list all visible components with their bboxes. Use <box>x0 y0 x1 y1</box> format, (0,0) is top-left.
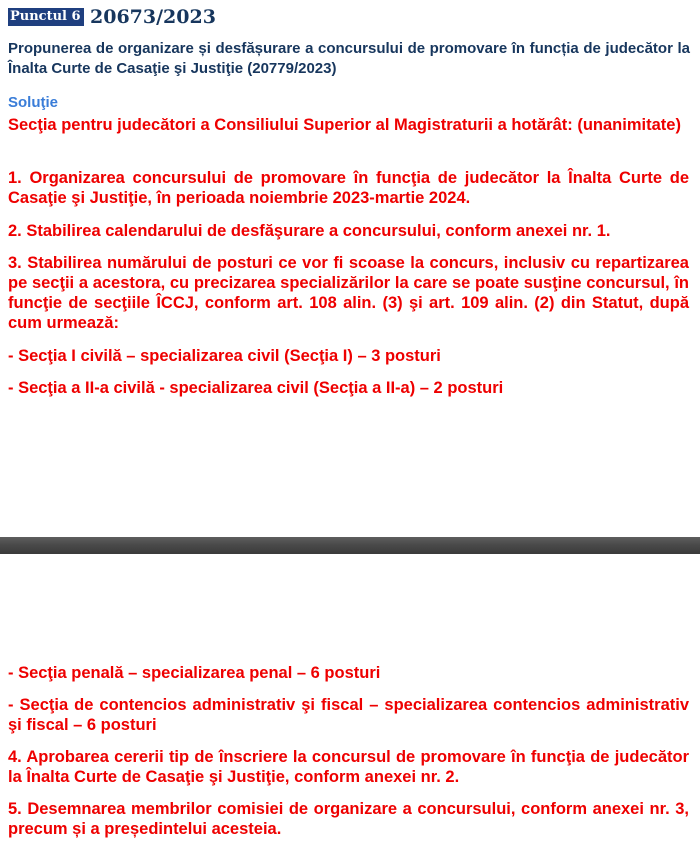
agenda-header <box>8 6 216 28</box>
decision-point-4: 4. Aprobarea cererii tip de înscriere la concursul de promovare în funcţia de judecător la Înalta Curte de Casaţie şi Justiţie, conform anexei nr. 2. <box>8 748 689 786</box>
decision-intro: Secţia pentru judecători a Consiliului Superior al Magistraturii a hotărât: (unanimitate) <box>8 116 681 134</box>
page-break-divider <box>0 537 700 554</box>
post-allocation-sectia-2: - Secţia a II-a civilă - specializarea civil (Secţia a II-a) – 2 posturi <box>8 379 504 397</box>
document-page-2 <box>0 554 700 841</box>
decision-point-5: 5. Desemnarea membrilor comisiei de organizare a concursului, conform anexei nr. 3, precum și a președintelui acesteia. <box>8 800 689 838</box>
decision-point-2: 2. Stabilirea calendarului de desfăşurare a concursului, conform anexei nr. 1. <box>8 222 611 240</box>
post-allocation-penal: - Secţia penală – specializarea penal – 6 posturi <box>8 664 381 682</box>
document-number: 20673/2023 <box>90 6 216 28</box>
proposal-text: Propunerea de organizare și desfășurare a concursului de promovare în funcția de judecător la Înalta Curte de Casaţie şi Justiţie (20779/2023) <box>8 40 690 77</box>
solution-label: Soluţie <box>8 94 59 111</box>
decision-point-1: 1. Organizarea concursului de promovare în funcţia de judecător la Înalta Curte de Casaţie şi Justiţie, în perioada noiembrie 2023-martie 2024. <box>8 169 689 207</box>
decision-point-3: 3. Stabilirea numărului de posturi ce vor fi scoase la concurs, inclusiv cu repartizarea pe secţii a acestora, cu precizarea specializărilor la care se poate susţine concursul, în funcţie de secţiile ÎCCJ, conform art. 108 alin. (3) şi art. 109 alin. (2) din Statut, după cum urmează: <box>8 254 689 332</box>
post-allocation-contencios: - Secţia de contencios administrativ şi fiscal – specializarea contencios administrativ şi fiscal – 6 posturi <box>8 696 689 734</box>
post-allocation-sectia-1: - Secţia I civilă – specializarea civil (Secţia I) – 3 posturi <box>8 347 441 365</box>
point-badge: Punctul 6 <box>8 8 84 26</box>
